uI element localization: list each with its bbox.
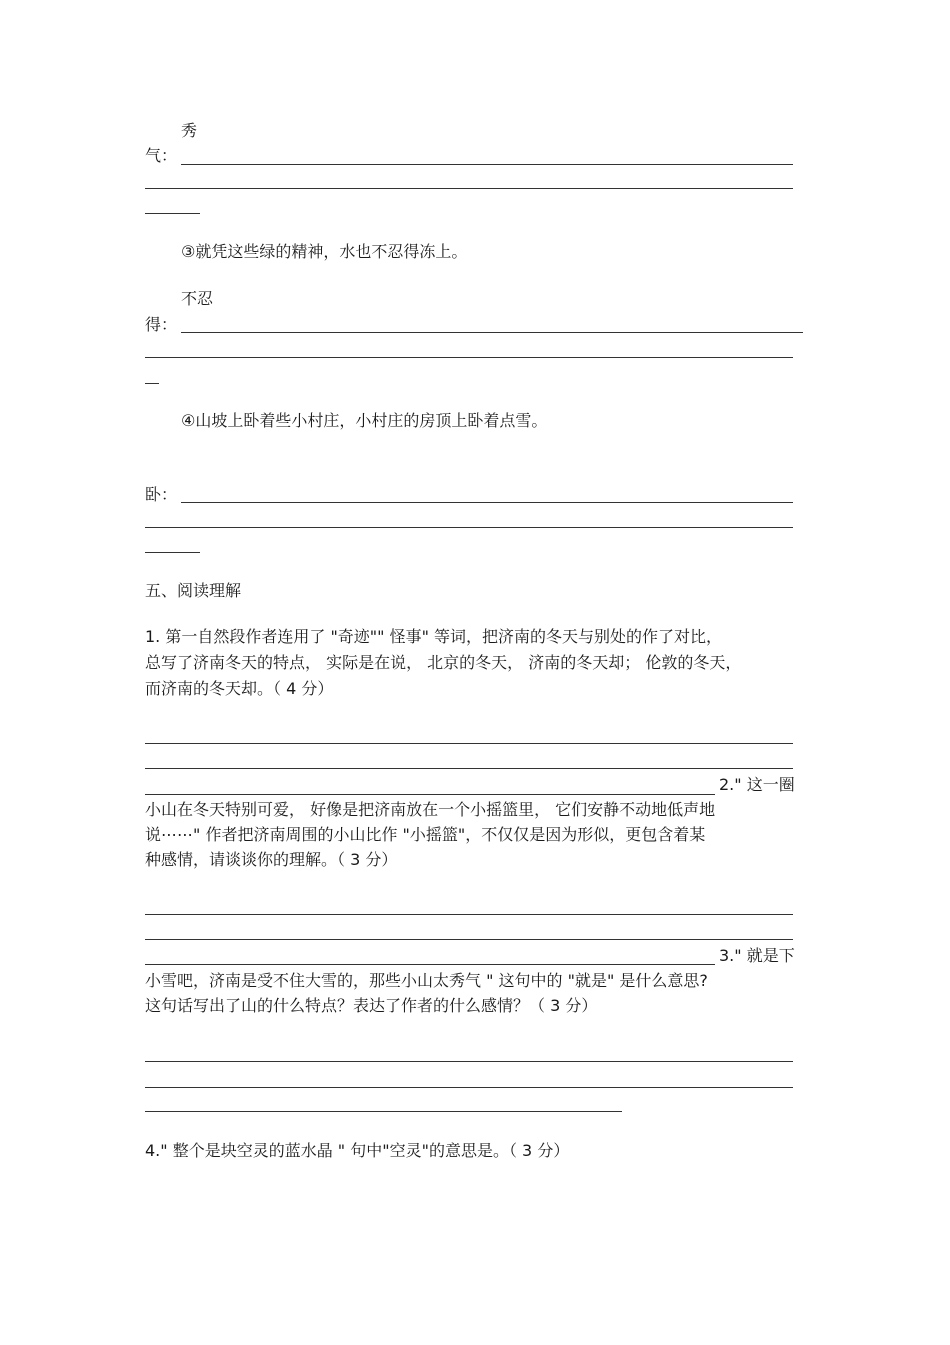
q2-number: 2." 这一圈 <box>719 775 795 794</box>
xiuqi-answer-line-3[interactable] <box>145 213 200 214</box>
q2-answer-line-2[interactable] <box>145 939 793 940</box>
q1-line-2: 总写了济南冬天的特点， 实际是在说， 北京的冬天， 济南的冬天却； 伦敦的冬天， <box>145 653 742 672</box>
q2-line-2: 说⋯⋯" 作者把济南周围的小山比作 "小摇篮"，不仅仅是因为形似，更包含着某 <box>145 825 706 844</box>
burende-answer-line-3[interactable] <box>145 383 159 384</box>
q1-answer-line-1[interactable] <box>145 743 793 744</box>
xiuqi-answer-line-2[interactable] <box>145 188 793 189</box>
q2-line-3: 种感情，请谈谈你的理解。（ 3 分） <box>145 850 398 869</box>
q1-line-1: 1. 第一自然段作者连用了 "奇迹"" 怪事" 等词，把济南的冬天与别处的作了对比， <box>145 627 723 646</box>
q2-answer-line-3[interactable] <box>145 964 715 965</box>
q4-line-1: 4." 整个是块空灵的蓝水晶 " 句中"空灵"的意思是。（ 3 分） <box>145 1141 570 1160</box>
xiuqi-label-line2: 气： <box>145 146 178 165</box>
burende-answer-line-1[interactable] <box>181 332 803 333</box>
wo-answer-line-3[interactable] <box>145 552 200 553</box>
q3-line-2: 这句话写出了山的什么特点？表达了作者的什么感情？（ 3 分） <box>145 996 598 1015</box>
wo-answer-line-2[interactable] <box>145 527 793 528</box>
wo-answer-line-1[interactable] <box>181 502 793 503</box>
xiuqi-label-line1: 秀 <box>181 121 198 140</box>
reading-section-heading: 五、阅读理解 <box>145 581 242 600</box>
sentence-3: ③就凭这些绿的精神，水也不忍得冻上。 <box>181 242 468 261</box>
q2-line-1: 小山在冬天特别可爱， 好像是把济南放在一个小摇篮里， 它们安静不动地低声地 <box>145 800 716 819</box>
q1-answer-line-2[interactable] <box>145 768 793 769</box>
burende-answer-line-2[interactable] <box>145 357 793 358</box>
q3-answer-line-2[interactable] <box>145 1087 793 1088</box>
burende-label-line2: 得： <box>145 315 178 334</box>
wo-label: 卧： <box>145 485 178 504</box>
sentence-4: ④山坡上卧着些小村庄，小村庄的房顶上卧着点雪。 <box>181 411 548 430</box>
q3-answer-line-3[interactable] <box>145 1111 622 1112</box>
q2-answer-line-1[interactable] <box>145 914 793 915</box>
q1-answer-line-3[interactable] <box>145 794 715 795</box>
q3-answer-line-1[interactable] <box>145 1061 793 1062</box>
xiuqi-answer-line-1[interactable] <box>181 164 793 165</box>
q3-line-1: 小雪吧，济南是受不住大雪的，那些小山太秀气 " 这句中的 "就是" 是什么意思? <box>145 971 708 990</box>
q3-number: 3." 就是下 <box>719 946 795 965</box>
q1-line-3: 而济南的冬天却。（ 4 分） <box>145 679 334 698</box>
burende-label-line1: 不忍 <box>181 289 214 308</box>
